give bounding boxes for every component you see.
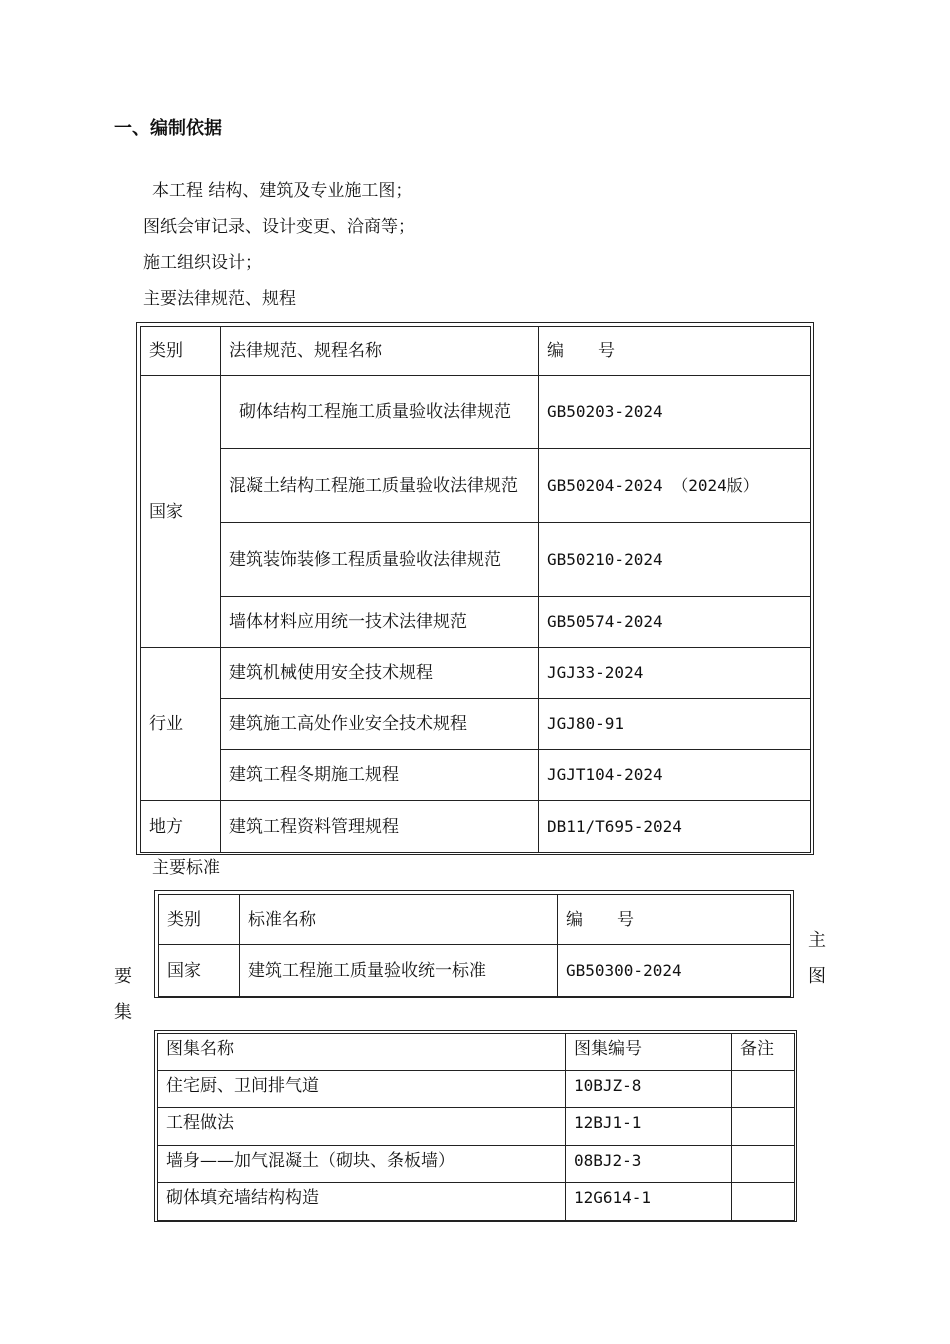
std-name: 建筑工程施工质量验收统一标准 <box>240 945 558 997</box>
header-name: 标准名称 <box>240 895 558 945</box>
atlas-name: 砌体填充墙结构构造 <box>158 1183 566 1221</box>
table-row <box>158 1071 795 1108</box>
paragraph-drawings: 本工程 结构、建筑及专业施工图； <box>152 181 413 201</box>
table-row <box>158 1146 795 1183</box>
atlas-note <box>732 1071 795 1108</box>
std-category: 国家 <box>159 945 240 997</box>
table-row <box>141 597 811 648</box>
header-category: 类别 <box>141 327 221 376</box>
table-row <box>141 699 811 750</box>
paragraph-review-records: 图纸会审记录、设计变更、洽商等； <box>143 217 415 237</box>
header-code: 编 号 <box>539 327 811 376</box>
header-note: 备注 <box>732 1034 795 1071</box>
standards-label: 主要标准 <box>152 858 220 878</box>
atlas-name: 墙身——加气混凝土（砌块、条板墙） <box>158 1146 566 1183</box>
table-header-row <box>141 327 811 376</box>
law-name: 建筑工程资料管理规程 <box>221 801 539 853</box>
law-code: GB50210-2024 <box>539 523 811 597</box>
header-name: 法律规范、规程名称 <box>221 327 539 376</box>
law-code: GB50574-2024 <box>539 597 811 648</box>
header-atlas-code: 图集编号 <box>566 1034 732 1071</box>
header-category: 类别 <box>159 895 240 945</box>
law-code: DB11/T695-2024 <box>539 801 811 853</box>
section-heading: 一、编制依据 <box>114 118 222 139</box>
atlas-note <box>732 1146 795 1183</box>
atlas-name: 工程做法 <box>158 1108 566 1146</box>
table-row <box>141 750 811 801</box>
law-name: 建筑机械使用安全技术规程 <box>221 648 539 699</box>
table-row <box>158 1183 795 1221</box>
header-code: 编 号 <box>558 895 791 945</box>
atlas-code: 12G614-1 <box>566 1183 732 1221</box>
table-row <box>141 449 811 523</box>
law-name: 建筑工程冬期施工规程 <box>221 750 539 801</box>
side-char-tu: 图 <box>808 966 826 987</box>
table-header-row <box>159 895 791 945</box>
side-char-yao: 要 <box>114 966 132 987</box>
atlas-note <box>732 1108 795 1146</box>
atlas-note <box>732 1183 795 1221</box>
atlas-code: 12BJ1-1 <box>566 1108 732 1146</box>
table-row <box>141 376 811 449</box>
header-atlas-name: 图集名称 <box>158 1034 566 1071</box>
side-char-ji: 集 <box>114 1002 132 1023</box>
table-row <box>141 523 811 597</box>
table-row <box>141 648 811 699</box>
law-code: JGJT104-2024 <box>539 750 811 801</box>
law-name: 混凝土结构工程施工质量验收法律规范 <box>221 449 539 523</box>
law-table <box>140 326 811 853</box>
law-code: JGJ33-2024 <box>539 648 811 699</box>
side-char-zhu: 主 <box>808 930 826 951</box>
category-industry: 行业 <box>141 648 221 801</box>
category-local: 地方 <box>141 801 221 853</box>
table-row <box>141 801 811 853</box>
law-name: 建筑装饰装修工程质量验收法律规范 <box>221 523 539 597</box>
atlas-code: 10BJZ-8 <box>566 1071 732 1108</box>
std-code: GB50300-2024 <box>558 945 791 997</box>
atlas-table <box>157 1033 795 1221</box>
paragraph-laws-label: 主要法律规范、规程 <box>143 289 296 309</box>
atlas-code: 08BJ2-3 <box>566 1146 732 1183</box>
law-code: JGJ80-91 <box>539 699 811 750</box>
atlas-name: 住宅厨、卫间排气道 <box>158 1071 566 1108</box>
law-code: GB50204-2024 （2024版） <box>539 449 811 523</box>
law-code: GB50203-2024 <box>539 376 811 449</box>
table-row <box>158 1108 795 1146</box>
paragraph-construction-design: 施工组织设计； <box>143 253 262 273</box>
law-name: 墙体材料应用统一技术法律规范 <box>221 597 539 648</box>
table-row <box>159 945 791 997</box>
category-national: 国家 <box>141 376 221 648</box>
law-name: 建筑施工高处作业安全技术规程 <box>221 699 539 750</box>
table-header-row <box>158 1034 795 1071</box>
standards-table <box>158 894 791 997</box>
law-name: 砌体结构工程施工质量验收法律规范 <box>221 376 539 449</box>
